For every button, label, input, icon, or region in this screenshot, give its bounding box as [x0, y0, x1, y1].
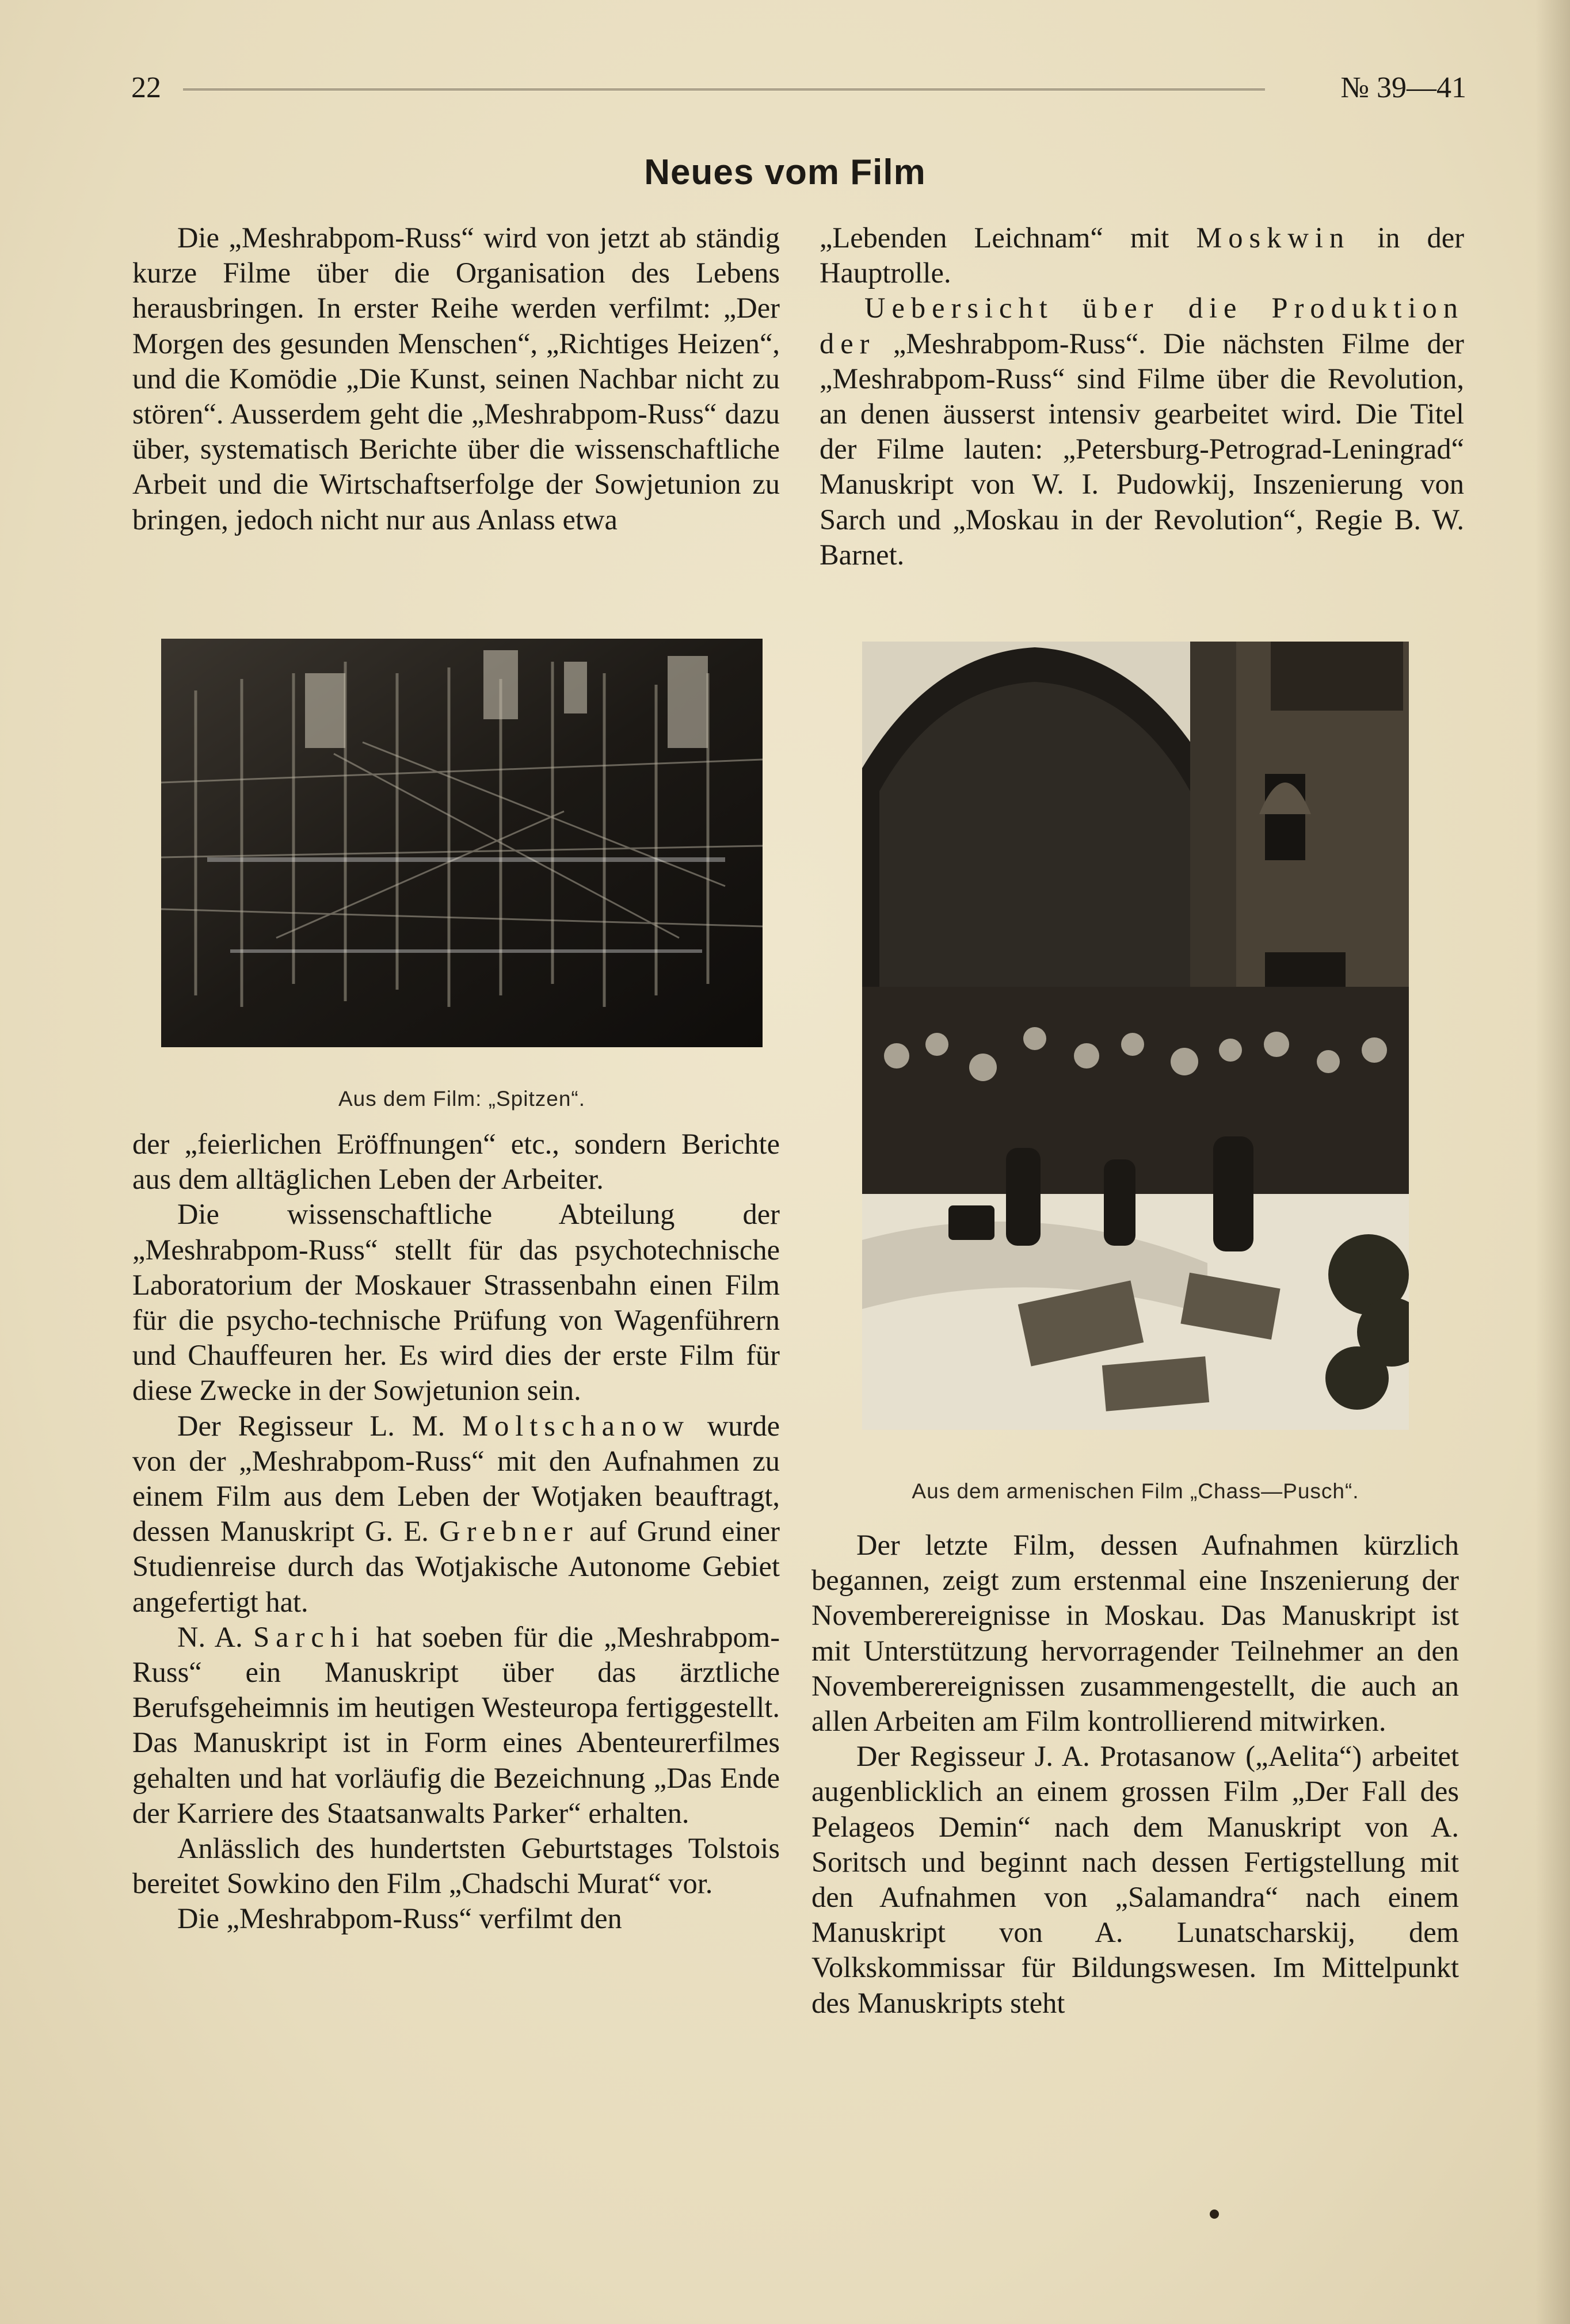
text-run: Der Regisseur L. M.	[177, 1409, 445, 1442]
header-rule	[183, 89, 1265, 93]
article-title: Neues vom Film	[644, 152, 926, 192]
page-number: 22	[131, 71, 161, 104]
paragraph: Die „Meshrabpom-Russ“ wird von jetzt ab ständig kurze Filme über die Organisation des Lebens herausbringen. In erster Reihe werden verfilmt: „Der Morgen des gesunden Menschen“, „Richtiges Heizen“, und die Komödie „Die Kunst, seinen Nachbar nicht zu stören“. Ausserdem geht die „Meshrabpom-Russ“ dazu über, systematisch Berichte über die wissenschaftliche Arbeit und die Wirtschaftserfolge der Sowjetunion zu bringen, jedoch nicht nur aus Anlass etwa	[132, 222, 780, 536]
text-run: „Meshrabpom-Russ“. Die nächsten Filme der „Meshrabpom-Russ“ sind Filme über die Revolution, an denen äusserst intensiv gearbeitet wird. Die Titel der Filme lauten: „Petersburg-Petrograd-Leningrad“ Manuskript von W. I. Pudowkij, Inszenierung von Sarch und „Moskau in der Revolution“, Regie B. W. Barnet.	[820, 327, 1465, 571]
film-still-chass-pusch	[862, 642, 1409, 1430]
right-column-top	[820, 220, 1464, 589]
spaced-name: Moskwin	[1196, 222, 1351, 254]
paragraph	[132, 1620, 780, 1831]
spaced-heading: Uebersicht über die Produktion der	[820, 292, 1464, 360]
page-header	[131, 68, 1466, 108]
paragraph	[820, 291, 1464, 573]
paragraph	[132, 1409, 780, 1620]
paragraph: Der letzte Film, dessen Aufnahmen kürzlich begannen, zeigt zum erstenmal eine Inszenierung der Novemberereignisse in Moskau. Das Manuskript ist mit Unterstützung hervorragender Teilnehmer an den Novemberereignissen zusammengestellt, die auch an allen Arbeiten am Film kontrollierend mitwirken.	[811, 1529, 1459, 1738]
caption-left: Aus dem Film: „Spitzen“.	[338, 1087, 586, 1111]
paragraph: Die wissenschaftliche Abteilung der „Meshrabpom-Russ“ stellt für das psychotechnische Laboratorium der Moskauer Strassenbahn einen Film für die psycho-technische Prüfung von Wagenführern und Chauffeuren her. Es wird dies der erste Film für diese Zwecke in der Sowjetunion sein.	[132, 1198, 780, 1407]
text-run: „Lebenden Leichnam“ mit	[820, 222, 1169, 254]
spaced-name: Sarchi	[253, 1620, 366, 1653]
paragraph: Der Regisseur J. A. Protasanow („Aelita“) arbeitet augenblicklich an einem grossen Film „Der Fall des Pelageos Demin“ nach dem Manuskript von A. Soritsch und beginnt nach dessen Fertigstellung mit den Aufnahmen von „Salamandra“ nach einem Manuskript von A. Lunatscharskij, dem Volkskommissar für Bildungswesen. Im Mittelpunkt des Manuskripts steht	[811, 1740, 1459, 2019]
spaced-name: Grebner	[439, 1515, 579, 1548]
text-run: wurde von der „Meshrabpom-Russ“ mit den Aufnahmen zu einem Film aus dem Leben der Wotjaken beauftragt, dessen Manuskript G. E.	[132, 1409, 780, 1548]
page-edge-shadow	[1535, 0, 1570, 2324]
paragraph: Anlässlich des hundertsten Geburtstages Tolstois bereitet Sowkino den Film „Chadschi Murat“ vor.	[132, 1832, 780, 1900]
issue-number: № 39—41	[1340, 71, 1466, 104]
paragraph	[820, 220, 1464, 291]
paragraph: Die „Meshrabpom-Russ“ verfilmt den	[177, 1902, 622, 1935]
film-still-spitzen	[161, 639, 763, 1047]
left-column-top	[132, 220, 780, 589]
text-run: N. A.	[177, 1620, 243, 1653]
caption-right: Aus dem armenischen Film „Chass—Pusch“.	[912, 1479, 1359, 1503]
courtyard-crowd-image	[862, 642, 1409, 1430]
paragraph: der „feierlichen Eröffnungen“ etc., sondern Berichte aus dem alltäglichen Leben der Arbeiter.	[132, 1128, 780, 1196]
ink-speck	[1210, 2209, 1219, 2219]
text-run: auf Grund einer Studienreise durch das Wotjakische Autonome Gebiet angefertigt hat.	[132, 1515, 780, 1618]
text-run: in der Hauptrolle.	[820, 222, 1465, 289]
spaced-name: Moltschanow	[462, 1409, 690, 1442]
text-run: hat soeben für die „Meshrabpom-Russ“ ein Manuskript über das ärztliche Berufsgeheimnis im heutigen Westeuropa fertiggestellt. Das Manuskript ist in Form eines Abenteurerfilmes gehalten und hat vorläufig die Bezeichnung „Das Ende der Karriere des Staatsanwalts Parker“ erhalten.	[132, 1620, 780, 1829]
left-column-bottom	[132, 1127, 780, 2116]
lace-machine-image	[161, 639, 763, 1047]
right-column-bottom	[811, 1528, 1459, 2115]
